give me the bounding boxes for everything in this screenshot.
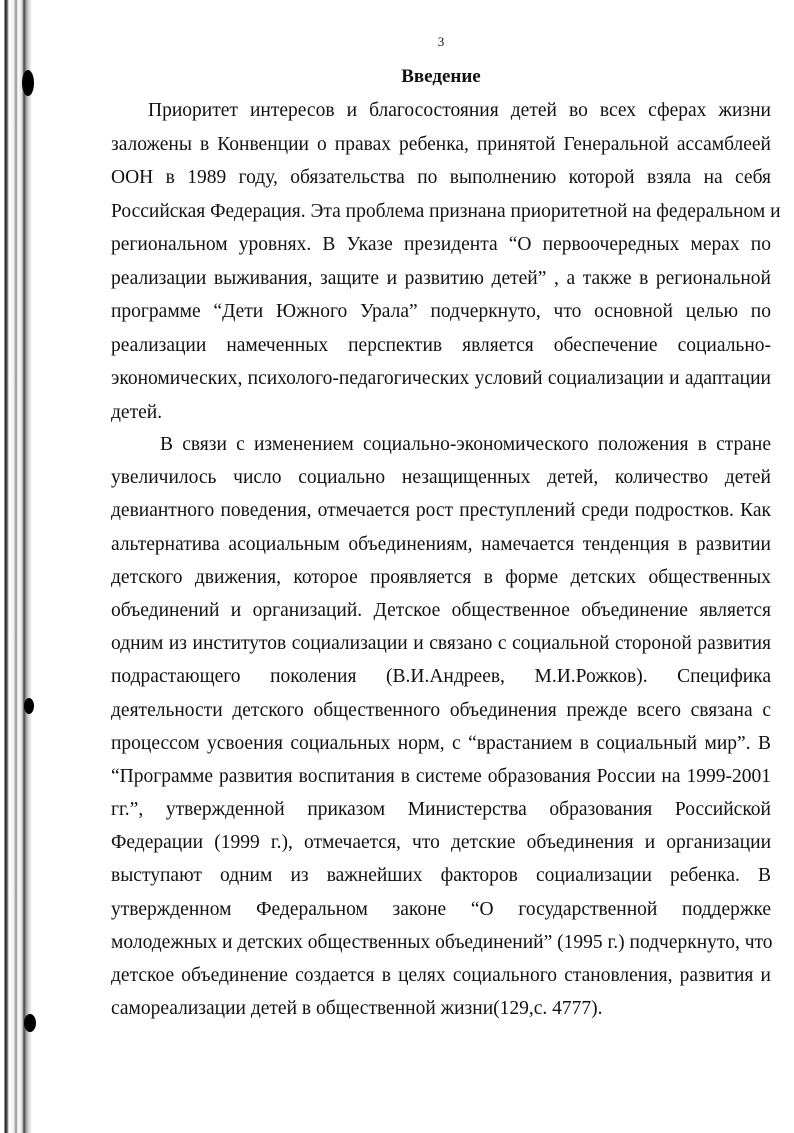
- text-line: “Программе развития воспитания в системе образования России на 1999-2001: [111, 765, 771, 787]
- text-line: Российская Федерация. Эта проблема признана приоритетной на федеральном и: [111, 200, 781, 222]
- scan-blot: [24, 1014, 36, 1032]
- text-line: гг.”, утвержденной приказом Министерства образования Российской: [111, 799, 771, 821]
- text-line: деятельности детского общественного объединения прежде всего связана с: [111, 699, 771, 721]
- text-line: объединений и организаций. Детское общественное объединение является: [111, 599, 771, 621]
- text-line: девиантного поведения, отмечается рост преступлений среди подростков. Как: [111, 500, 771, 522]
- text-line: одним из институтов социализации и связано с социальной стороной развития: [111, 633, 771, 655]
- text-line: программе “Дети Южного Урала” подчеркнуто, что основной целью по: [111, 301, 771, 322]
- text-line: Федерации (1999 г.), отмечается, что детские объединения и организации: [111, 832, 771, 854]
- page-number: 3: [437, 34, 445, 49]
- text-line: альтернатива асоциальным объединениям, намечается тенденция в развитии: [111, 533, 771, 555]
- text-line: молодежных и детских общественных объединений” (1995 г.) подчеркнуто, что: [111, 931, 773, 953]
- text-line: выступают одним из важнейших факторов социализации ребенка. В: [111, 865, 771, 887]
- text-line: заложены в Конвенции о правах ребенка, принятой Генеральной ассамблеей: [111, 133, 771, 155]
- text-line: ООН в 1989 году, обязательства по выполнению которой взяла на себя: [111, 167, 771, 188]
- text-line: региональном уровнях. В Указе президента “О первоочередных мерах по: [111, 234, 771, 255]
- text-line: утвержденном Федеральном законе “О государственной поддержке: [111, 898, 771, 920]
- scan-blot: [24, 698, 34, 714]
- paragraph-2: [111, 428, 771, 1025]
- text-line: процессом усвоения социальных норм, с “врастанием в социальный мир”. В: [111, 732, 771, 754]
- text-line: Приоритет интересов и благосостояния детей во всех сферах жизни: [148, 100, 771, 121]
- text-line: детского движения, которое проявляется в форме детских общественных: [111, 566, 771, 588]
- text-line: экономических, психолого-педагогических условий социализации и адаптации: [111, 368, 771, 389]
- text-line: реализации выживания, защите и развитию детей” , а также в региональной: [111, 267, 771, 289]
- text-line: детей.: [111, 401, 163, 423]
- text-line: самореализации детей в общественной жизни(129,с. 4777).: [111, 998, 603, 1020]
- scan-edge-artifact: [0, 0, 36, 1133]
- text-line: подрастающего поколения (В.И.Андреев, М.И.Рожков). Специфика: [111, 666, 771, 688]
- text-line: реализации намеченных перспектив является обеспечение социально-: [111, 334, 771, 356]
- text-line: В связи с изменением социально-экономического положения в стране: [160, 434, 771, 455]
- section-title: Введение: [401, 66, 481, 87]
- text-line: детское объединение создается в целях социального становления, развития и: [111, 965, 771, 986]
- text-line: увеличилось число социально незащищенных детей, количество детей: [111, 467, 771, 489]
- paragraph-1: [111, 94, 781, 429]
